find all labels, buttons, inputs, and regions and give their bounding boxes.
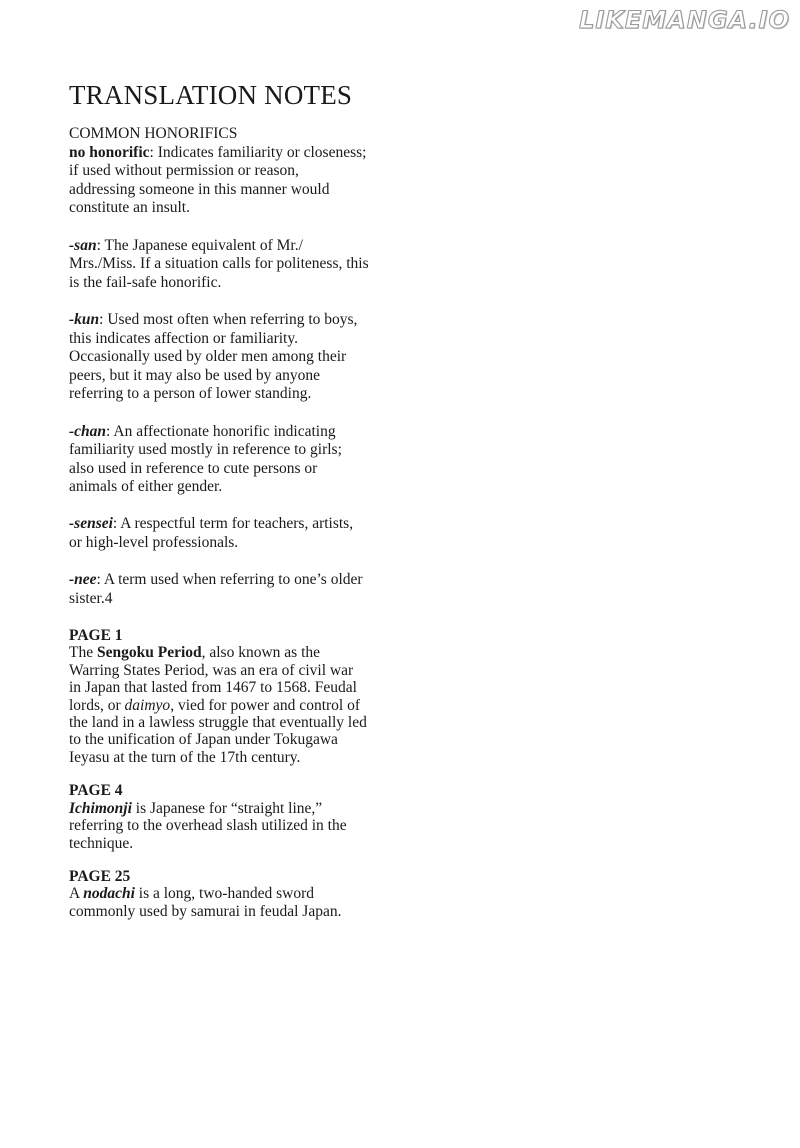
honorific-term: -chan	[69, 422, 107, 440]
honorific-term: -sensei	[69, 515, 113, 533]
honorific-term: -san	[69, 236, 97, 254]
honorific-definition: : A term used when referring to one’s older sister.4	[69, 571, 363, 607]
page-note-heading: PAGE 4	[69, 782, 123, 800]
honorific-entry	[69, 237, 369, 293]
honorific-entry	[69, 423, 369, 497]
page-note-term: Sengoku Period	[96, 644, 202, 662]
page-note-term: nodachi	[83, 885, 135, 903]
translation-notes	[69, 80, 369, 936]
page-note-term: Ichimonji	[69, 799, 132, 817]
page-title: TRANSLATION NOTES	[69, 80, 353, 110]
page-note-text: , vied for power and control of the land in a lawless struggle that eventually led to the unification of Japan under Tokugawa Ieyasu at the turn of the 17th century.	[69, 696, 367, 766]
page-note-term: daimyo	[124, 696, 171, 714]
page-note	[69, 868, 369, 920]
honorific-definition: : The Japanese equivalent of Mr./ Mrs./Miss. If a situation calls for politeness, this is the fail-safe honorific.	[69, 236, 369, 291]
honorific-term: -nee	[69, 571, 97, 589]
honorific-entry	[69, 311, 369, 404]
page-note	[69, 782, 369, 852]
page-note-text: A	[69, 885, 84, 903]
honorific-definition: : Used most often when referring to boys, this indicates affection or familiarity. Occasionally used by older men among their peers, but it may also be used by anyone referring to a person of lower standing.	[69, 310, 358, 403]
page-note-heading: PAGE 25	[69, 867, 131, 885]
page-note-text: is Japanese for “straight line,” referring to the overhead slash utilized in the technique.	[69, 799, 347, 852]
page-note	[69, 627, 369, 766]
honorific-entry	[69, 515, 369, 552]
watermark-logo: LIKEMANGA.IO	[579, 6, 790, 34]
honorific-definition: : An affectionate honorific indicating familiarity used mostly in reference to girls; also used in reference to cute persons or animals of either gender.	[69, 422, 342, 496]
honorific-term: -kun	[69, 310, 100, 328]
honorifics-heading: COMMON HONORIFICS	[69, 125, 238, 142]
honorific-definition: : A respectful term for teachers, artists, or high-level professionals.	[69, 515, 354, 552]
honorific-definition: : Indicates familiarity or closeness; if used without permission or reason, addressing someone in this manner would constitute an insult.	[69, 143, 367, 217]
page-note-text: is a long, two-handed sword commonly used by samurai in feudal Japan.	[69, 885, 342, 920]
honorific-entry	[69, 571, 369, 608]
page-note-text: , also known as the Warring States Period, was an era of civil war in Japan that lasted from 1467 to 1568. Feudal lords, or	[69, 644, 357, 714]
page-note-heading: PAGE 1	[69, 627, 123, 645]
honorific-entry	[69, 144, 369, 218]
page-note-text: The	[69, 644, 97, 662]
honorific-term: no honorific	[69, 143, 150, 161]
